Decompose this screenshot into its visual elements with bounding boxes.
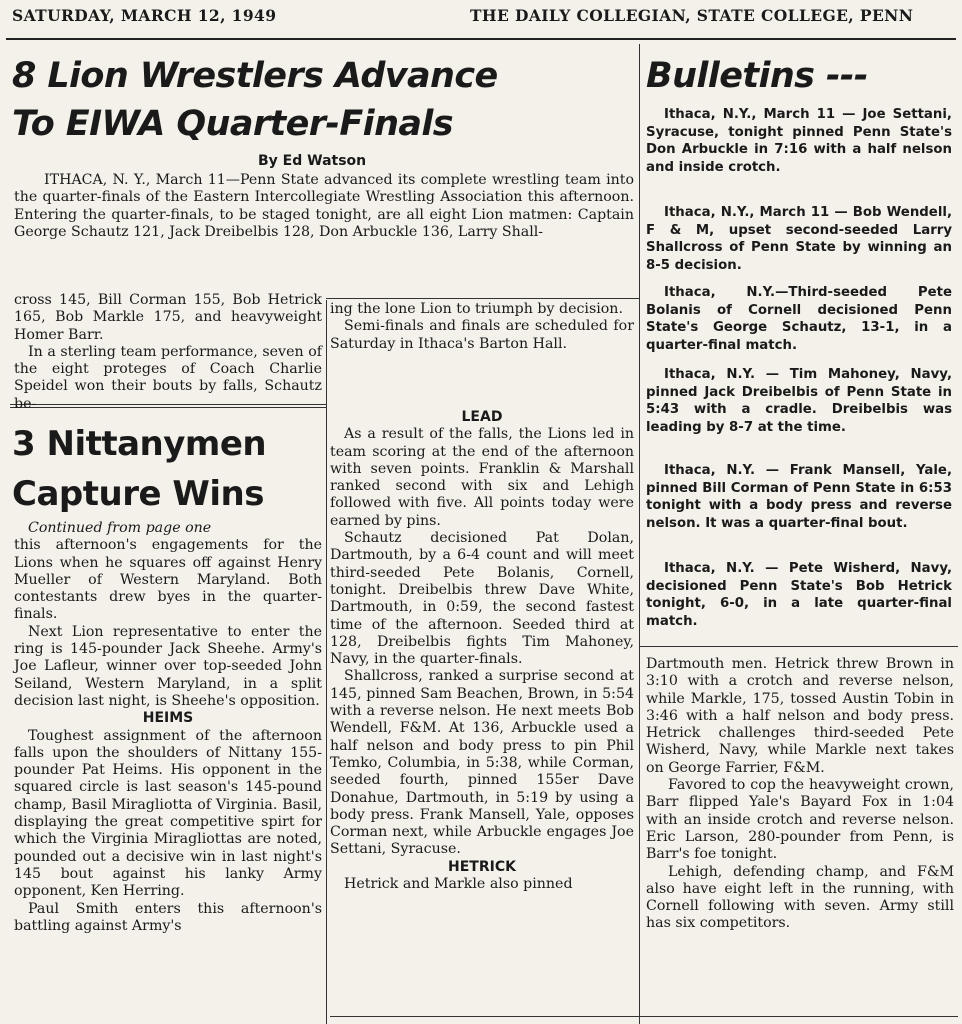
story2-headline-line2: Capture Wins bbox=[12, 474, 264, 514]
story2-p3: Toughest assignment of the afternoon falls upon the shoulders of Nittany 155-pounder Pat Heims. His opponent in the squared circle is last season's 145-pound champ, Basil Miragliotta of Virginia. Basil, displaying the great competitive spirt for which the Virginia Miragliottas are noted, pounded out a decisive win in last night's 145 bout against his lanky Army opponent, Ken Herring. bbox=[14, 727, 322, 900]
story2-p1: this afternoon's engagements for the Lions when he squares off against Henry Mueller of Western Maryland. Both contestants drew byes in the quarter-finals. bbox=[14, 537, 322, 623]
story1-left-column bbox=[14, 292, 322, 413]
bulletin-item bbox=[646, 204, 952, 274]
story1-mid-column bbox=[330, 409, 634, 893]
story2-p4: Paul Smith enters this afternoon's battling against Army's bbox=[14, 900, 322, 934]
story1-headline-line2: To EIWA Quarter-Finals bbox=[12, 104, 454, 144]
continued-note: Continued from page one bbox=[28, 520, 212, 536]
story1-right-column bbox=[646, 656, 954, 933]
bulletin-text: Ithaca, N.Y. — Pete Wisherd, Navy, decisioned Penn State's Bob Hetrick tonight, 6-0, in a late quarter-final match. bbox=[646, 561, 952, 629]
bulletins-headline: Bulletins --- bbox=[646, 56, 868, 96]
subhead-hetrick: HETRICK bbox=[448, 858, 516, 875]
bulletin-text: Ithaca, N.Y., March 11 — Bob Wendell, F & M, upset second-seeded Larry Shallcross of Penn State by winning an 8-5 decision. bbox=[646, 205, 952, 273]
bulletins-bottom-rule bbox=[640, 646, 958, 647]
story1-left-p2: In a sterling team performance, seven of the eight proteges of Coach Charlie Speidel won their bouts by falls, Schautz be- bbox=[14, 343, 322, 412]
story1-mid-p2: Semi-finals and finals are scheduled for Saturday in Ithaca's Barton Hall. bbox=[330, 318, 634, 352]
bulletin-item bbox=[646, 284, 952, 354]
column-divider-right bbox=[639, 44, 640, 1024]
story1-mid-p3: As a result of the falls, the Lions led in team scoring at the end of the afternoon with seven points. Franklin & Marshall ranked second with six and Lehigh followed with five. All points today were earned by pins. bbox=[330, 426, 634, 529]
lead-paragraph-block bbox=[14, 172, 634, 241]
story2-headline-line1: 3 Nittanymen bbox=[12, 424, 267, 464]
story1-left-p1: cross 145, Bill Corman 155, Bob Hetrick 165, Bob Markle 175, and heavyweight Homer Barr. bbox=[14, 292, 322, 343]
story1-mid-p6: Hetrick and Markle also pinned bbox=[344, 876, 573, 893]
story1-mid-column-top bbox=[330, 301, 634, 353]
story1-right-p3: Lehigh, defending champ, and F&M also have eight left in the running, with Cornell following with seven. Army still has six competitors. bbox=[646, 863, 954, 932]
column-divider-mid bbox=[326, 300, 327, 1024]
story1-mid-p1: ing the lone Lion to triumph by decision. bbox=[330, 301, 623, 317]
bulletin-item bbox=[646, 106, 952, 176]
bottom-rule-right bbox=[640, 1016, 958, 1017]
page-date: SATURDAY, MARCH 12, 1949 bbox=[12, 6, 277, 25]
story1-right-p1: Dartmouth men. Hetrick threw Brown in 3:10 with a crotch and reverse nelson, while Markle, 175, tossed Austin Tobin in 3:46 with a half nelson and body press. Hetrick challenges third-seeded Pete Wisherd, Navy, while Markle next takes on George Farrier, F&M. bbox=[646, 656, 954, 776]
bulletin-text: Ithaca, N.Y., March 11 — Joe Settani, Syracuse, tonight pinned Penn State's Don Arbuckle in 7:16 with a half nelson and inside crotch. bbox=[646, 107, 952, 175]
top-rule bbox=[6, 38, 956, 40]
story-jump-rule bbox=[326, 298, 639, 299]
subhead-lead: LEAD bbox=[461, 409, 503, 425]
bulletin-item bbox=[646, 560, 952, 630]
story1-right-p2: Favored to cop the heavyweight crown, Barr flipped Yale's Bayard Fox in 1:04 with an inside crotch and reverse nelson. Eric Larson, 280-pounder from Penn, is Barr's foe tonight. bbox=[646, 777, 954, 863]
masthead: THE DAILY COLLEGIAN, STATE COLLEGE, PENN bbox=[470, 6, 914, 25]
story2-column bbox=[14, 520, 322, 935]
bottom-rule-mid bbox=[330, 1016, 639, 1017]
bulletin-text: Ithaca, N.Y.—Third-seeded Pete Bolanis of Cornell decisioned Penn State's George Schautz, 13-1, in a quarter-final match. bbox=[646, 285, 952, 353]
story1-mid-p4: Schautz decisioned Pat Dolan, Dartmouth, by a 6-4 count and will meet third-seeded Pete Bolanis, Cornell, tonight. Dreibelbis threw Dave White, Dartmouth, in 0:59, the second fastest time of the afternoon. Seeded third at 128, Dreibelbis fights Tim Mahoney, Navy, in the quarter-finals. bbox=[330, 530, 634, 668]
story2-p2: Next Lion representative to enter the ring is 145-pounder Jack Sheehe. Army's Joe Lafleur, winner over top-seeded John Seiland, Western Maryland, in a split decision last night, is Sheehe's opposition. bbox=[14, 623, 322, 709]
story1-headline-line1: 8 Lion Wrestlers Advance bbox=[12, 56, 498, 96]
story1-mid-p5: Shallcross, ranked a surprise second at 145, pinned Sam Beachen, Brown, in 5:54 with a reverse nelson. He next meets Bob Wendell, F&M. At 136, Arbuckle used a half nelson and body press to pin Phil Temko, Columbia, in 5:38, while Corman, seeded fourth, pinned 155er Dave Donahue, Dartmouth, in 5:19 by using a body press. Frank Mansell, Yale, opposes Corman next, while Arbuckle engages Joe Settani, Syracuse. bbox=[330, 668, 634, 858]
byline: By Ed Watson bbox=[258, 153, 367, 169]
bulletin-text: Ithaca, N.Y. — Frank Mansell, Yale, pinned Bill Corman of Penn State in 6:53 tonight with a body press and reverse nelson. It was a quarter-final bout. bbox=[646, 463, 952, 531]
bulletin-text: Ithaca, N.Y. — Tim Mahoney, Navy, pinned Jack Dreibelbis of Penn State in 5:43 with a cradle. Dreibelbis was leading by 8-7 at the time. bbox=[646, 367, 952, 435]
bulletin-item bbox=[646, 462, 952, 532]
lead-paragraph: ITHACA, N. Y., March 11—Penn State advanced its complete wrestling team into the quarter-finals of the Eastern Intercollegiate Wrestling Association this afternoon. Entering the quarter-finals, to be staged tonight, are all eight Lion matmen: Captain George Schautz 121, Jack Dreibelbis 128, Don Arbuckle 136, Larry Shall- bbox=[14, 172, 634, 240]
bulletin-item bbox=[646, 366, 952, 436]
subhead-heims: HEIMS bbox=[142, 710, 194, 727]
